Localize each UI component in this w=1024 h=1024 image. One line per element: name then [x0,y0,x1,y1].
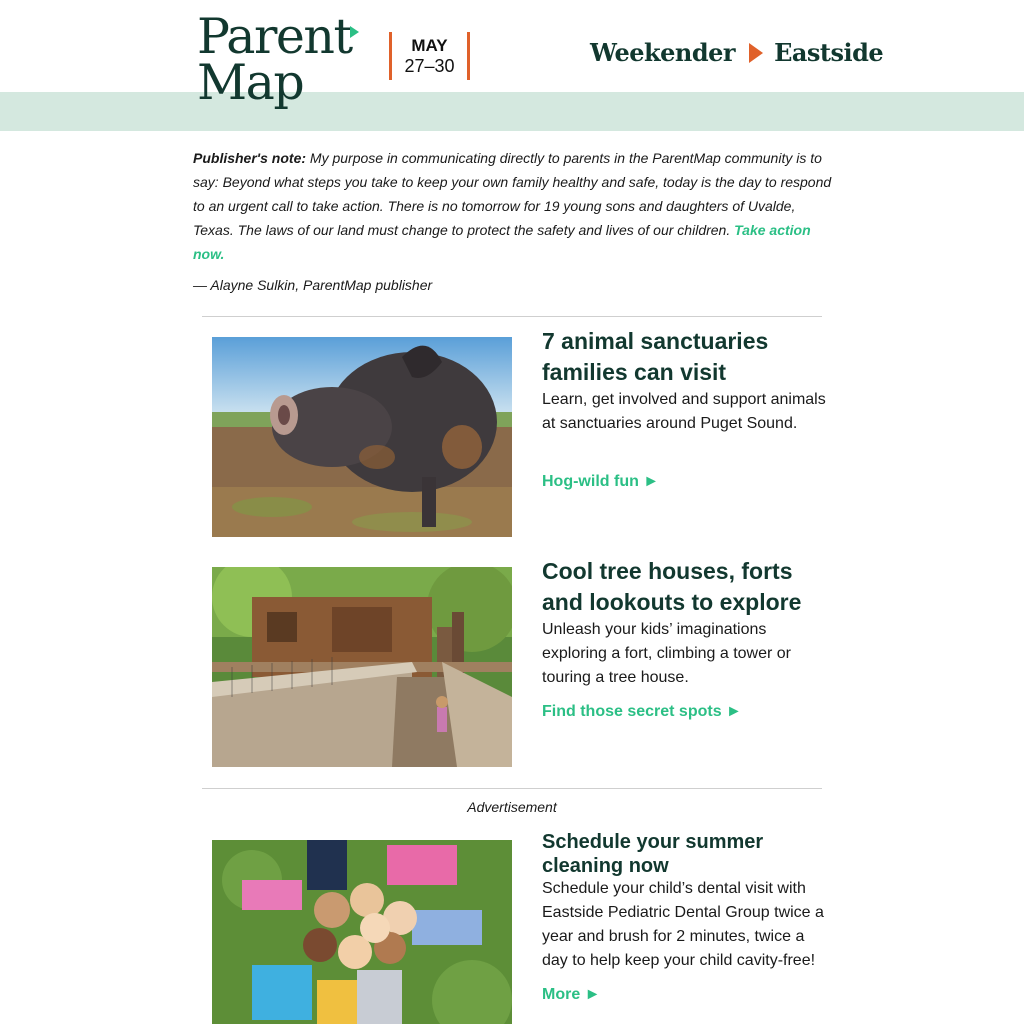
article-title[interactable]: 7 animal sanctuaries families can visit [542,328,769,385]
logo-line-2: Map [197,54,304,111]
note-signature: — Alayne Sulkin, ParentMap publisher [193,277,433,293]
date-box [389,32,470,80]
article-description: Learn, get involved and support animals at sanctuaries around Puget Sound. [542,391,826,432]
treehouse-photo[interactable] [212,567,512,767]
ad-description: Schedule your child’s dental visit with Eastside Pediatric Dental Group twice a year and brush for 2 minutes, twice a day to help keep your child cavity-free! [542,880,824,969]
article-title[interactable]: Cool tree houses, forts and lookouts to explore [542,558,802,615]
take-action-link[interactable]: Take action now. [193,222,811,262]
edition-name: Weekender [590,38,736,67]
publishers-note [193,146,833,266]
divider [202,316,822,317]
article-link[interactable]: Find those secret spots ► [542,703,742,720]
ad-link[interactable]: More ► [542,986,601,1003]
note-body: My purpose in communicating directly to parents in the ParentMap community is to say: Beyond what steps you take to keep your own family healthy and safe, today is the day to respond to an urgent call to take action. There is no tomorrow for 19 young sons and daughters of Uvalde, Texas. The laws of our land must change to protect the safety and lives of our children. [193,150,832,238]
advertisement-label: Advertisement [467,799,557,815]
note-label: Publisher's note: [193,150,307,166]
date-range: 27–30 [404,56,455,76]
article-link[interactable]: Hog-wild fun ► [542,473,660,490]
header-band [0,92,1024,131]
edition-title [590,38,883,67]
article-description: Unleash your kids’ imaginations exploring a fort, climbing a tower or touring a tree house. [542,621,791,686]
edition-region: Eastside [774,38,884,67]
kids-photo[interactable] [212,840,512,1024]
logo-line-1: Parent [197,8,352,65]
parentmap-logo[interactable] [197,8,359,111]
divider [202,788,822,789]
logo-play-icon [350,26,359,38]
date-month: MAY [411,36,448,55]
pig-photo[interactable] [212,337,512,537]
ad-title[interactable]: Schedule your summer cleaning now [542,831,764,877]
edition-arrow-icon [749,43,763,63]
